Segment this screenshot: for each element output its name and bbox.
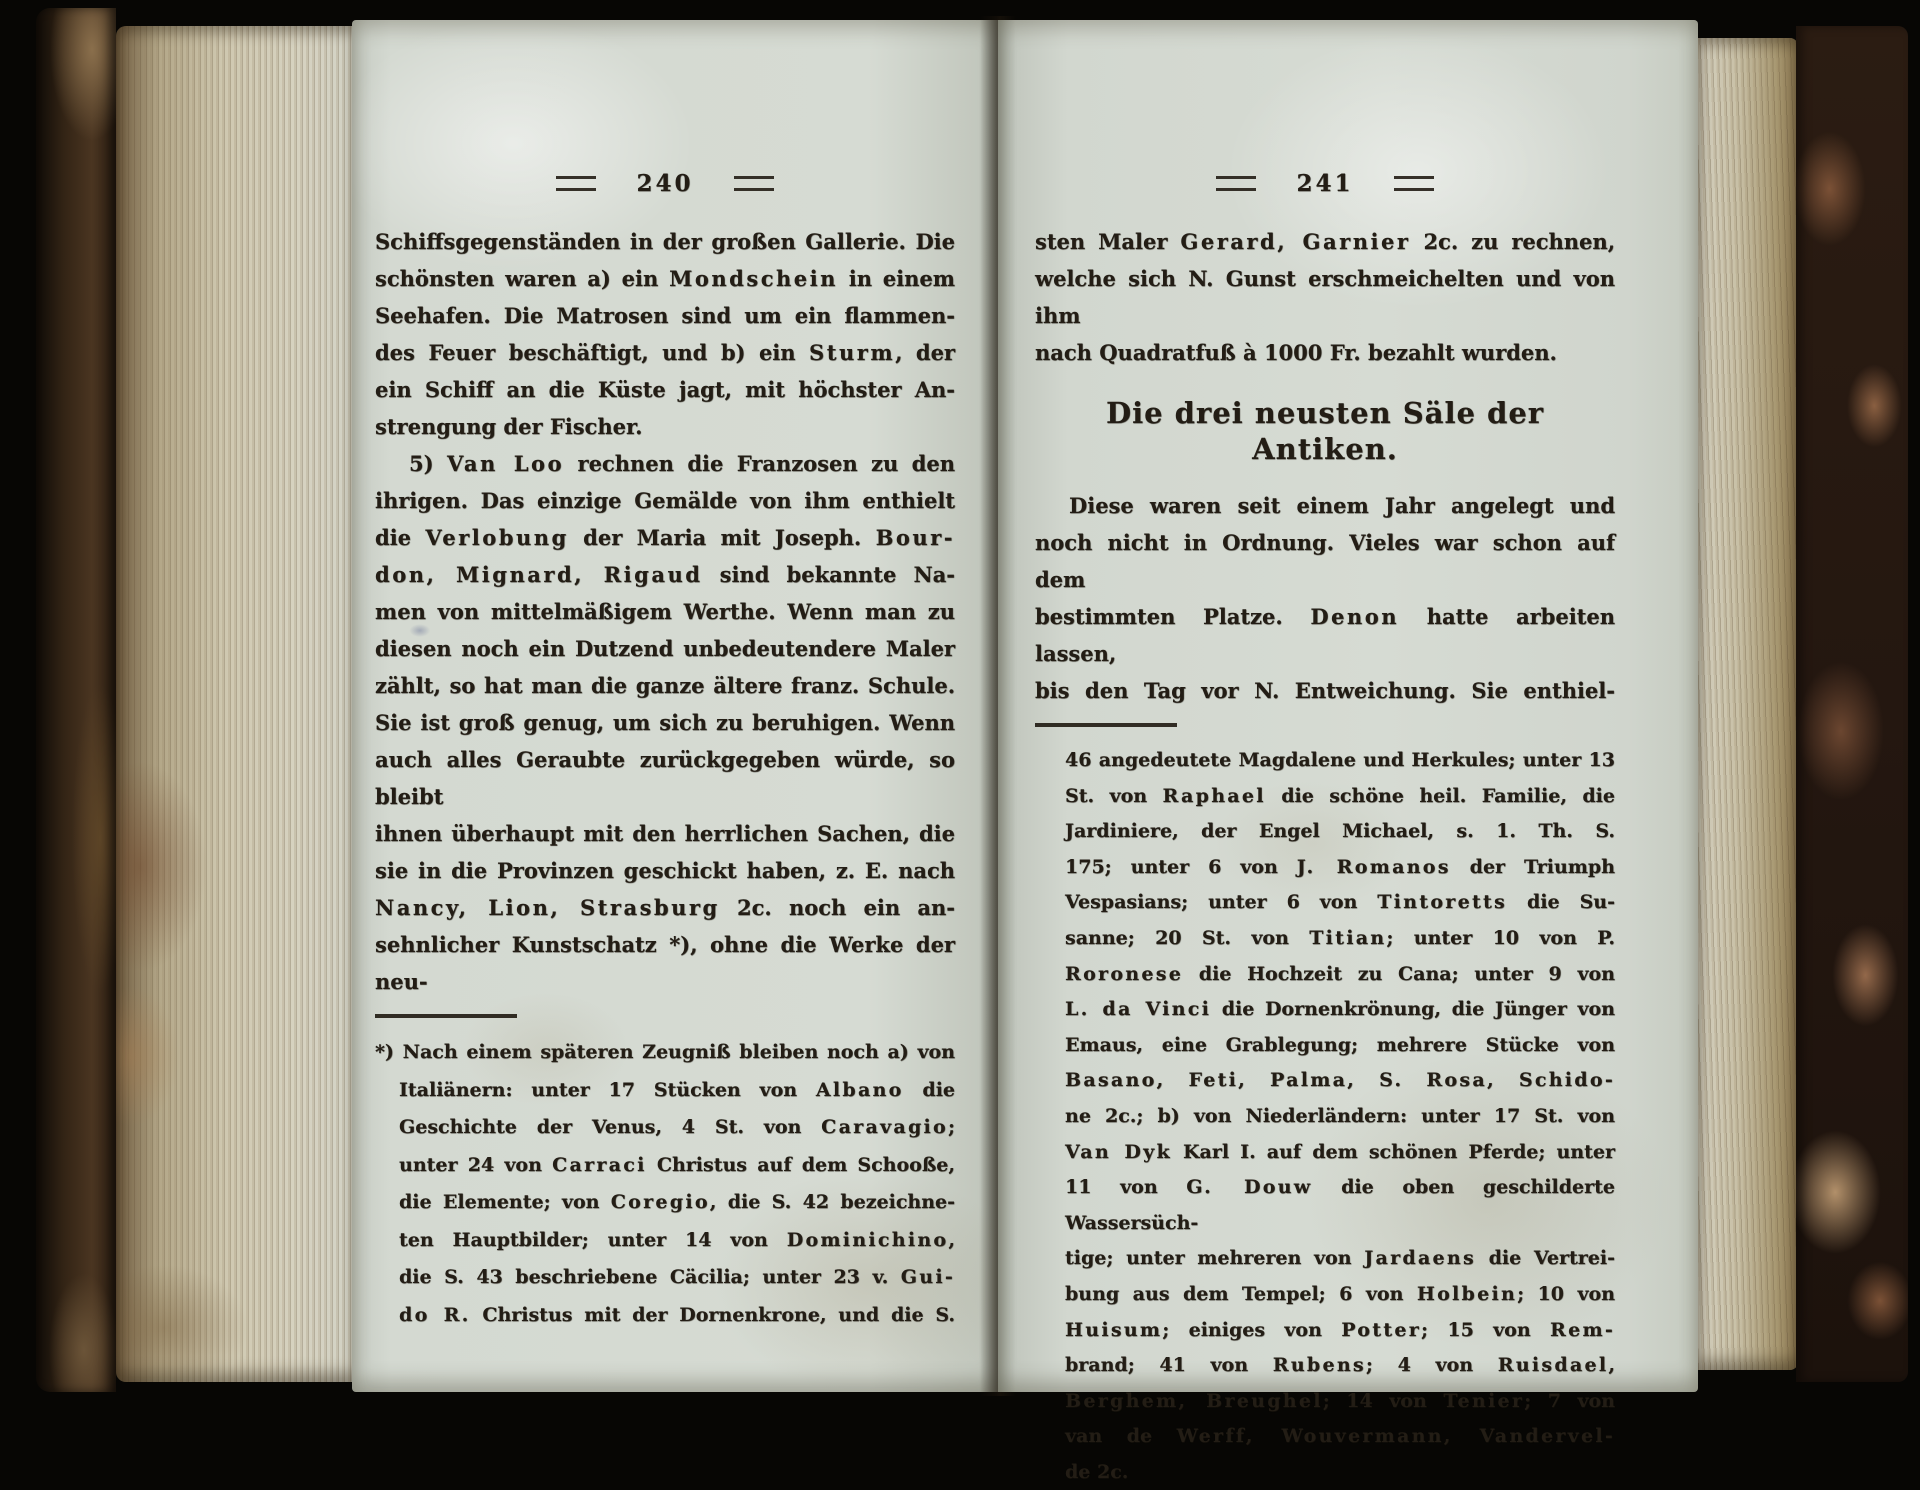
page-241-body <box>1035 487 1615 709</box>
text-line: 5) Van Loo rechnen die Franzosen zu den <box>409 451 955 476</box>
text-line: schönsten waren a) ein Mondschein in einem <box>375 266 955 291</box>
footnote-rule <box>375 1014 517 1018</box>
page-241 <box>998 20 1698 1483</box>
text-line: L. da Vinci die Dornenkrönung, die Jünger von <box>1065 998 1615 1021</box>
text-line: don, Mignard, Rigaud sind bekannte Na- <box>375 562 955 587</box>
text-line: die Verlobung der Maria mit Joseph. Bour- <box>375 525 955 550</box>
text-line: Huisum; einiges von Potter; 15 von Rem- <box>1065 1318 1615 1341</box>
text-line: ein Schiff an die Küste jagt, mit höchster An- <box>375 377 955 402</box>
page-240 <box>352 20 998 1392</box>
text-line: Van Dyk Karl I. auf dem schönen Pferde; unter <box>1065 1140 1615 1163</box>
text-line: Roronese die Hochzeit zu Cana; unter 9 von <box>1065 962 1615 985</box>
text-line: de 2c. <box>1065 1460 1129 1483</box>
text-line: Geschichte der Venus, 4 St. von Caravagio; <box>399 1116 955 1138</box>
text-line: unter 24 von Carraci Christus auf dem Schooße, <box>399 1153 955 1176</box>
page-241-continuation <box>1035 223 1615 371</box>
text-line: die S. 43 beschriebene Cäcilia; unter 23 v. Gui- <box>399 1266 955 1288</box>
page-240-header <box>375 170 955 197</box>
text-line: diesen noch ein Dutzend unbedeutendere Maler <box>375 636 955 661</box>
text-line: 11 von G. Douw die oben geschilderte Wassersüch- <box>1065 1176 1615 1234</box>
text-line: zählt, so hat man die ganze ältere franz. Schule. <box>375 673 955 698</box>
text-line: tige; unter mehreren von Jardaens die Vertrei- <box>1065 1247 1615 1270</box>
text-line: bung aus dem Tempel; 6 von Holbein; 10 von <box>1065 1282 1615 1305</box>
header-dash-icon <box>1216 176 1256 191</box>
text-line: men von mittelmäßigem Werthe. Wenn man zu <box>375 599 955 624</box>
text-line: sten Maler Gerard, Garnier 2c. zu rechnen, <box>1035 229 1616 254</box>
text-line: auch alles Geraubte zurückgegeben würde, so bleibt <box>375 747 955 809</box>
text-line: ne 2c.; b) von Niederländern: unter 17 St. von <box>1065 1104 1615 1127</box>
left-page-edge-stack <box>116 26 356 1382</box>
header-dash-icon <box>556 176 596 191</box>
text-line: die Elemente; von Coregio, die S. 42 bezeichne- <box>399 1191 955 1213</box>
text-line: *) Nach einem späteren Zeugniß bleiben noch a) von <box>375 1041 955 1063</box>
text-line: strengung der Fischer. <box>375 414 643 439</box>
page-241-header <box>1035 170 1615 197</box>
text-line: van de Werff, Wouvermann, Vandervel- <box>1065 1425 1615 1448</box>
text-line: sehnlicher Kunstschatz *), ohne die Werke der neu- <box>375 932 955 994</box>
text-line: St. von Raphael die schöne heil. Familie, die <box>1065 784 1615 807</box>
right-page-edge-stack <box>1698 38 1798 1370</box>
text-line: des Feuer beschäftigt, und b) ein Sturm, der <box>375 340 955 365</box>
text-line: nach Quadratfuß à 1000 Fr. bezahlt wurden. <box>1035 340 1557 365</box>
text-line: 46 angedeutete Magdalene und Herkules; unter 13 <box>1065 749 1615 771</box>
section-heading: Die drei neusten Säle der Antiken. <box>1105 396 1545 466</box>
text-line: 175; unter 6 von J. Romanos der Triumph <box>1065 855 1615 878</box>
text-line: Emaus, eine Grablegung; mehrere Stücke von <box>1065 1033 1615 1056</box>
text-line: welche sich N. Gunst erschmeichelten und von ihm <box>1035 266 1615 328</box>
text-line: do R. Christus mit der Dornenkrone, und die S. <box>399 1303 955 1326</box>
text-line: ihnen überhaupt mit den herrlichen Sachen, die <box>375 821 955 846</box>
text-line: Diese waren seit einem Jahr angelegt und <box>1069 493 1615 518</box>
text-line: Schiffsgegenständen in der großen Gallerie. Die <box>375 229 955 254</box>
text-line: ten Hauptbilder; unter 14 von Dominichino, <box>399 1228 955 1251</box>
page-241-footnote <box>1035 743 1615 1490</box>
text-line: Nancy, Lion, Strasburg 2c. noch ein an- <box>375 895 956 920</box>
footnote-rule <box>1035 723 1177 727</box>
text-line: sie in die Provinzen geschickt haben, z. E. nach <box>375 858 955 883</box>
page-240-body <box>375 223 955 1000</box>
text-line: bis den Tag vor N. Entweichung. Sie enthiel- <box>1035 678 1615 703</box>
text-line: sanne; 20 St. von Titian; unter 10 von P. <box>1065 926 1616 949</box>
text-line: ihrigen. Das einzige Gemälde von ihm enthielt <box>375 488 955 513</box>
page-number: 241 <box>1296 170 1354 197</box>
text-line: brand; 41 von Rubens; 4 von Ruisdael, <box>1065 1354 1616 1377</box>
page-240-text-column <box>375 170 955 1334</box>
text-line: Berghem, Breughel; 14 von Tenier; 7 von <box>1065 1389 1615 1412</box>
text-line: Vespasians; unter 6 von Tintoretts die Su- <box>1065 891 1615 914</box>
page-240-footnote <box>375 1034 955 1334</box>
text-line: noch nicht in Ordnung. Vieles war schon auf dem <box>1035 530 1615 592</box>
text-line: bestimmten Platze. Denon hatte arbeiten lassen, <box>1035 604 1616 666</box>
page-241-text-column <box>1035 170 1615 1490</box>
header-dash-icon <box>734 176 774 191</box>
text-line: Italiänern: unter 17 Stücken von Albano die <box>399 1078 955 1101</box>
header-dash-icon <box>1394 176 1434 191</box>
text-line: Jardiniere, der Engel Michael, s. 1. Th. S. <box>1065 820 1615 843</box>
marbled-cover-board <box>1796 26 1908 1382</box>
text-line: Seehafen. Die Matrosen sind um ein flammen- <box>375 303 955 328</box>
page-number: 240 <box>636 170 694 197</box>
book-spine-leather <box>36 8 116 1392</box>
text-line: Basano, Feti, Palma, S. Rosa, Schido- <box>1065 1069 1615 1092</box>
text-line: Sie ist groß genug, um sich zu beruhigen. Wenn <box>375 710 955 735</box>
